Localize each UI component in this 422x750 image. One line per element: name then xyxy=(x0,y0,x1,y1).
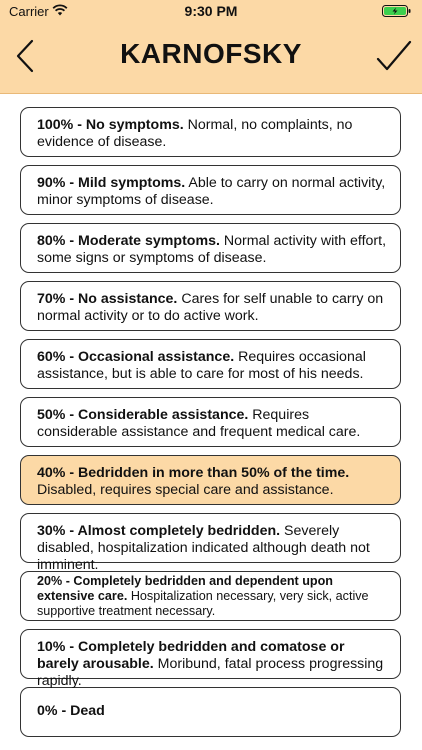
score-description: Normal activity with effort, some signs or symptoms of disease. xyxy=(37,233,387,266)
score-heading: 30% - Almost completely bedridden. xyxy=(37,523,281,539)
score-heading: 10% - Completely bedridden and comatose or barely arousable. xyxy=(37,639,345,672)
score-option-90[interactable] xyxy=(20,165,401,215)
karnofsky-score-list xyxy=(20,107,401,745)
score-description: Able to carry on normal activity, minor symptoms of disease. xyxy=(37,175,386,208)
score-option-80[interactable] xyxy=(20,223,401,273)
score-option-30[interactable] xyxy=(20,513,401,573)
score-description: Cares for self unable to carry on normal activity or to do active work. xyxy=(37,291,384,324)
score-option-70[interactable] xyxy=(20,281,401,331)
score-option-100[interactable] xyxy=(20,107,401,157)
navigation-bar xyxy=(0,0,422,94)
carrier-label: Carrier xyxy=(9,4,49,19)
score-option-50[interactable] xyxy=(20,397,401,447)
status-bar xyxy=(0,0,422,22)
score-heading: 0% - Dead xyxy=(37,703,105,719)
score-description: Hospitalization necessary, very sick, active supportive treatment necessary. xyxy=(37,589,369,618)
score-option-0[interactable] xyxy=(20,687,401,737)
score-description: Requires occasional assistance, but is able to care for most of his needs. xyxy=(37,349,366,382)
score-option-20[interactable] xyxy=(20,571,401,621)
score-heading: 100% - No symptoms. xyxy=(37,117,184,133)
score-heading: 90% - Mild symptoms. xyxy=(37,175,186,191)
clock-label: 9:30 PM xyxy=(184,3,238,19)
score-heading: 60% - Occasional assistance. xyxy=(37,349,235,365)
score-heading: 70% - No assistance. xyxy=(37,291,178,307)
score-description: Severely disabled, hospitalization indicated although death not imminent. xyxy=(37,523,370,573)
score-heading: 40% - Bedridden in more than 50% of the time. xyxy=(37,465,350,481)
score-heading: 20% - Completely bedridden and dependent upon extensive care. xyxy=(37,574,333,603)
checkmark-icon xyxy=(378,42,410,69)
score-description: Moribund, fatal process progressing rapidly. xyxy=(37,656,384,689)
score-description: Requires considerable assistance and frequent medical care. xyxy=(37,407,361,440)
score-option-60[interactable] xyxy=(20,339,401,389)
battery-charging-icon xyxy=(382,5,412,17)
score-heading: 50% - Considerable assistance. xyxy=(37,407,249,423)
page-title: KARNOFSKY xyxy=(120,38,302,69)
score-description: Disabled, requires special care and assistance. xyxy=(37,482,334,498)
confirm-button[interactable] xyxy=(376,40,412,72)
score-heading: 80% - Moderate symptoms. xyxy=(37,233,220,249)
score-description: Normal, no complaints, no evidence of disease. xyxy=(37,117,353,150)
score-option-10[interactable] xyxy=(20,629,401,689)
score-option-40-selected[interactable] xyxy=(20,455,401,505)
